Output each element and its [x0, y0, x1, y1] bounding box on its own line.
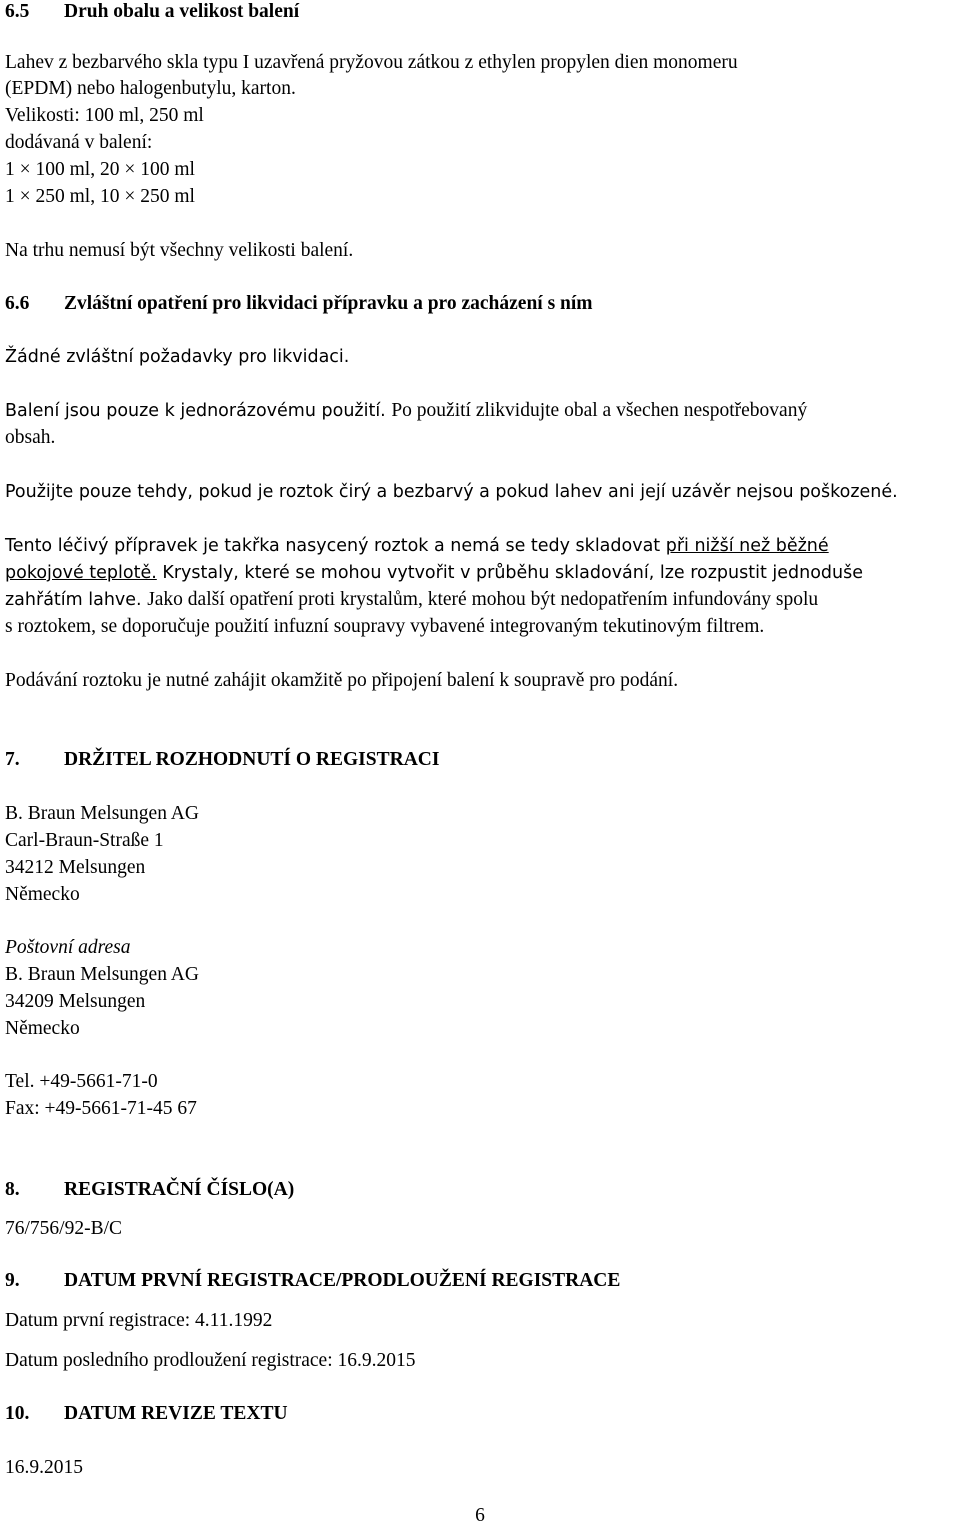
section-title: DATUM REVIZE TEXTU: [64, 1403, 288, 1424]
text-span: Tento léčivý přípravek je takřka nasycený roztok a nemá se tedy skladovat: [5, 536, 666, 556]
text-span: zahřátím lahve.: [5, 590, 148, 610]
registration-number: 76/756/92-B/C: [5, 1218, 123, 1239]
text-line: Použijte pouze tehdy, pokud je roztok čirý a bezbarvý a pokud lahev ani její uzávěr nejsou poškozené.: [5, 482, 898, 502]
section-title: Zvláštní opatření pro likvidaci přípravku a pro zacházení s ním: [64, 293, 593, 314]
text-line: [5, 533, 829, 559]
section-number: 6.6: [5, 293, 30, 314]
text-line: Na trhu nemusí být všechny velikosti balení.: [5, 240, 354, 261]
first-registration-date: Datum první registrace: 4.11.1992: [5, 1310, 273, 1331]
section-title: DRŽITEL ROZHODNUTÍ O REGISTRACI: [64, 749, 440, 770]
text-line: Velikosti: 100 ml, 250 ml: [5, 105, 204, 126]
text-span: Krystaly, které se mohou vytvořit v průběhu skladování, lze rozpustit jednoduše: [156, 563, 864, 583]
text-line: [5, 560, 863, 586]
underlined-text: při nižší než běžné: [665, 536, 829, 556]
text-line: 1 × 250 ml, 10 × 250 ml: [5, 186, 195, 207]
postal-address-label: Poštovní adresa: [5, 937, 131, 958]
section-number: 6.5: [5, 1, 30, 22]
section-title: REGISTRAČNÍ ČÍSLO(A): [64, 1179, 295, 1200]
section-6-5-heading: [5, 0, 299, 25]
section-title: Druh obalu a velikost balení: [64, 1, 300, 22]
text-line: Podávání roztoku je nutné zahájit okamžitě po připojení balení k soupravě pro podání.: [5, 670, 679, 691]
section-8-heading: [5, 1177, 294, 1203]
text-line: 1 × 100 ml, 20 × 100 ml: [5, 159, 195, 180]
section-title: DATUM PRVNÍ REGISTRACE/PRODLOUŽENÍ REGISTRACE: [64, 1270, 621, 1291]
renewal-date: Datum posledního prodloužení registrace: 16.9.2015: [5, 1350, 416, 1371]
address-line: 34209 Melsungen: [5, 991, 146, 1012]
section-6-6-heading: [5, 291, 593, 317]
text-line: [5, 587, 818, 613]
section-number: 8.: [5, 1179, 20, 1200]
address-line: 34212 Melsungen: [5, 857, 146, 878]
address-line: Německo: [5, 1018, 80, 1039]
text-line: obsah.: [5, 427, 56, 448]
text-span: Jako další opatření proti krystalům, které mohou být nedopatřením infundovány spolu: [147, 589, 819, 610]
text-line: Lahev z bezbarvého skla typu I uzavřená pryžovou zátkou z ethylen propylen dien monomeru: [5, 52, 738, 73]
text-span: Po použití zlikvidujte obal a všechen nespotřebovaný: [391, 400, 808, 421]
text-line: (EPDM) nebo halogenbutylu, karton.: [5, 78, 296, 99]
phone-line: Tel. +49-5661-71-0: [5, 1071, 158, 1092]
section-number: 9.: [5, 1270, 20, 1291]
section-9-heading: [5, 1268, 620, 1294]
text-line: Žádné zvláštní požadavky pro likvidaci.: [5, 347, 350, 367]
fax-line: Fax: +49-5661-71-45 67: [5, 1098, 197, 1119]
section-number: 10.: [5, 1403, 30, 1424]
text-span: Balení jsou pouze k jednorázovému použití.: [5, 401, 392, 421]
address-line: B. Braun Melsungen AG: [5, 803, 199, 824]
text-line: [5, 398, 807, 424]
address-line: Německo: [5, 884, 80, 905]
text-line: dodávaná v balení:: [5, 132, 153, 153]
text-line: s roztokem, se doporučuje použití infuzní soupravy vybavené integrovaným tekutinovým filtrem.: [5, 616, 765, 637]
section-number: 7.: [5, 749, 20, 770]
revision-date: 16.9.2015: [5, 1457, 83, 1478]
address-line: Carl-Braun-Straße 1: [5, 830, 164, 851]
address-line: B. Braun Melsungen AG: [5, 964, 199, 985]
page-number: 6: [475, 1505, 485, 1526]
section-7-heading: [5, 747, 439, 773]
underlined-text: pokojové teplotě.: [5, 563, 157, 583]
section-10-heading: [5, 1401, 288, 1427]
